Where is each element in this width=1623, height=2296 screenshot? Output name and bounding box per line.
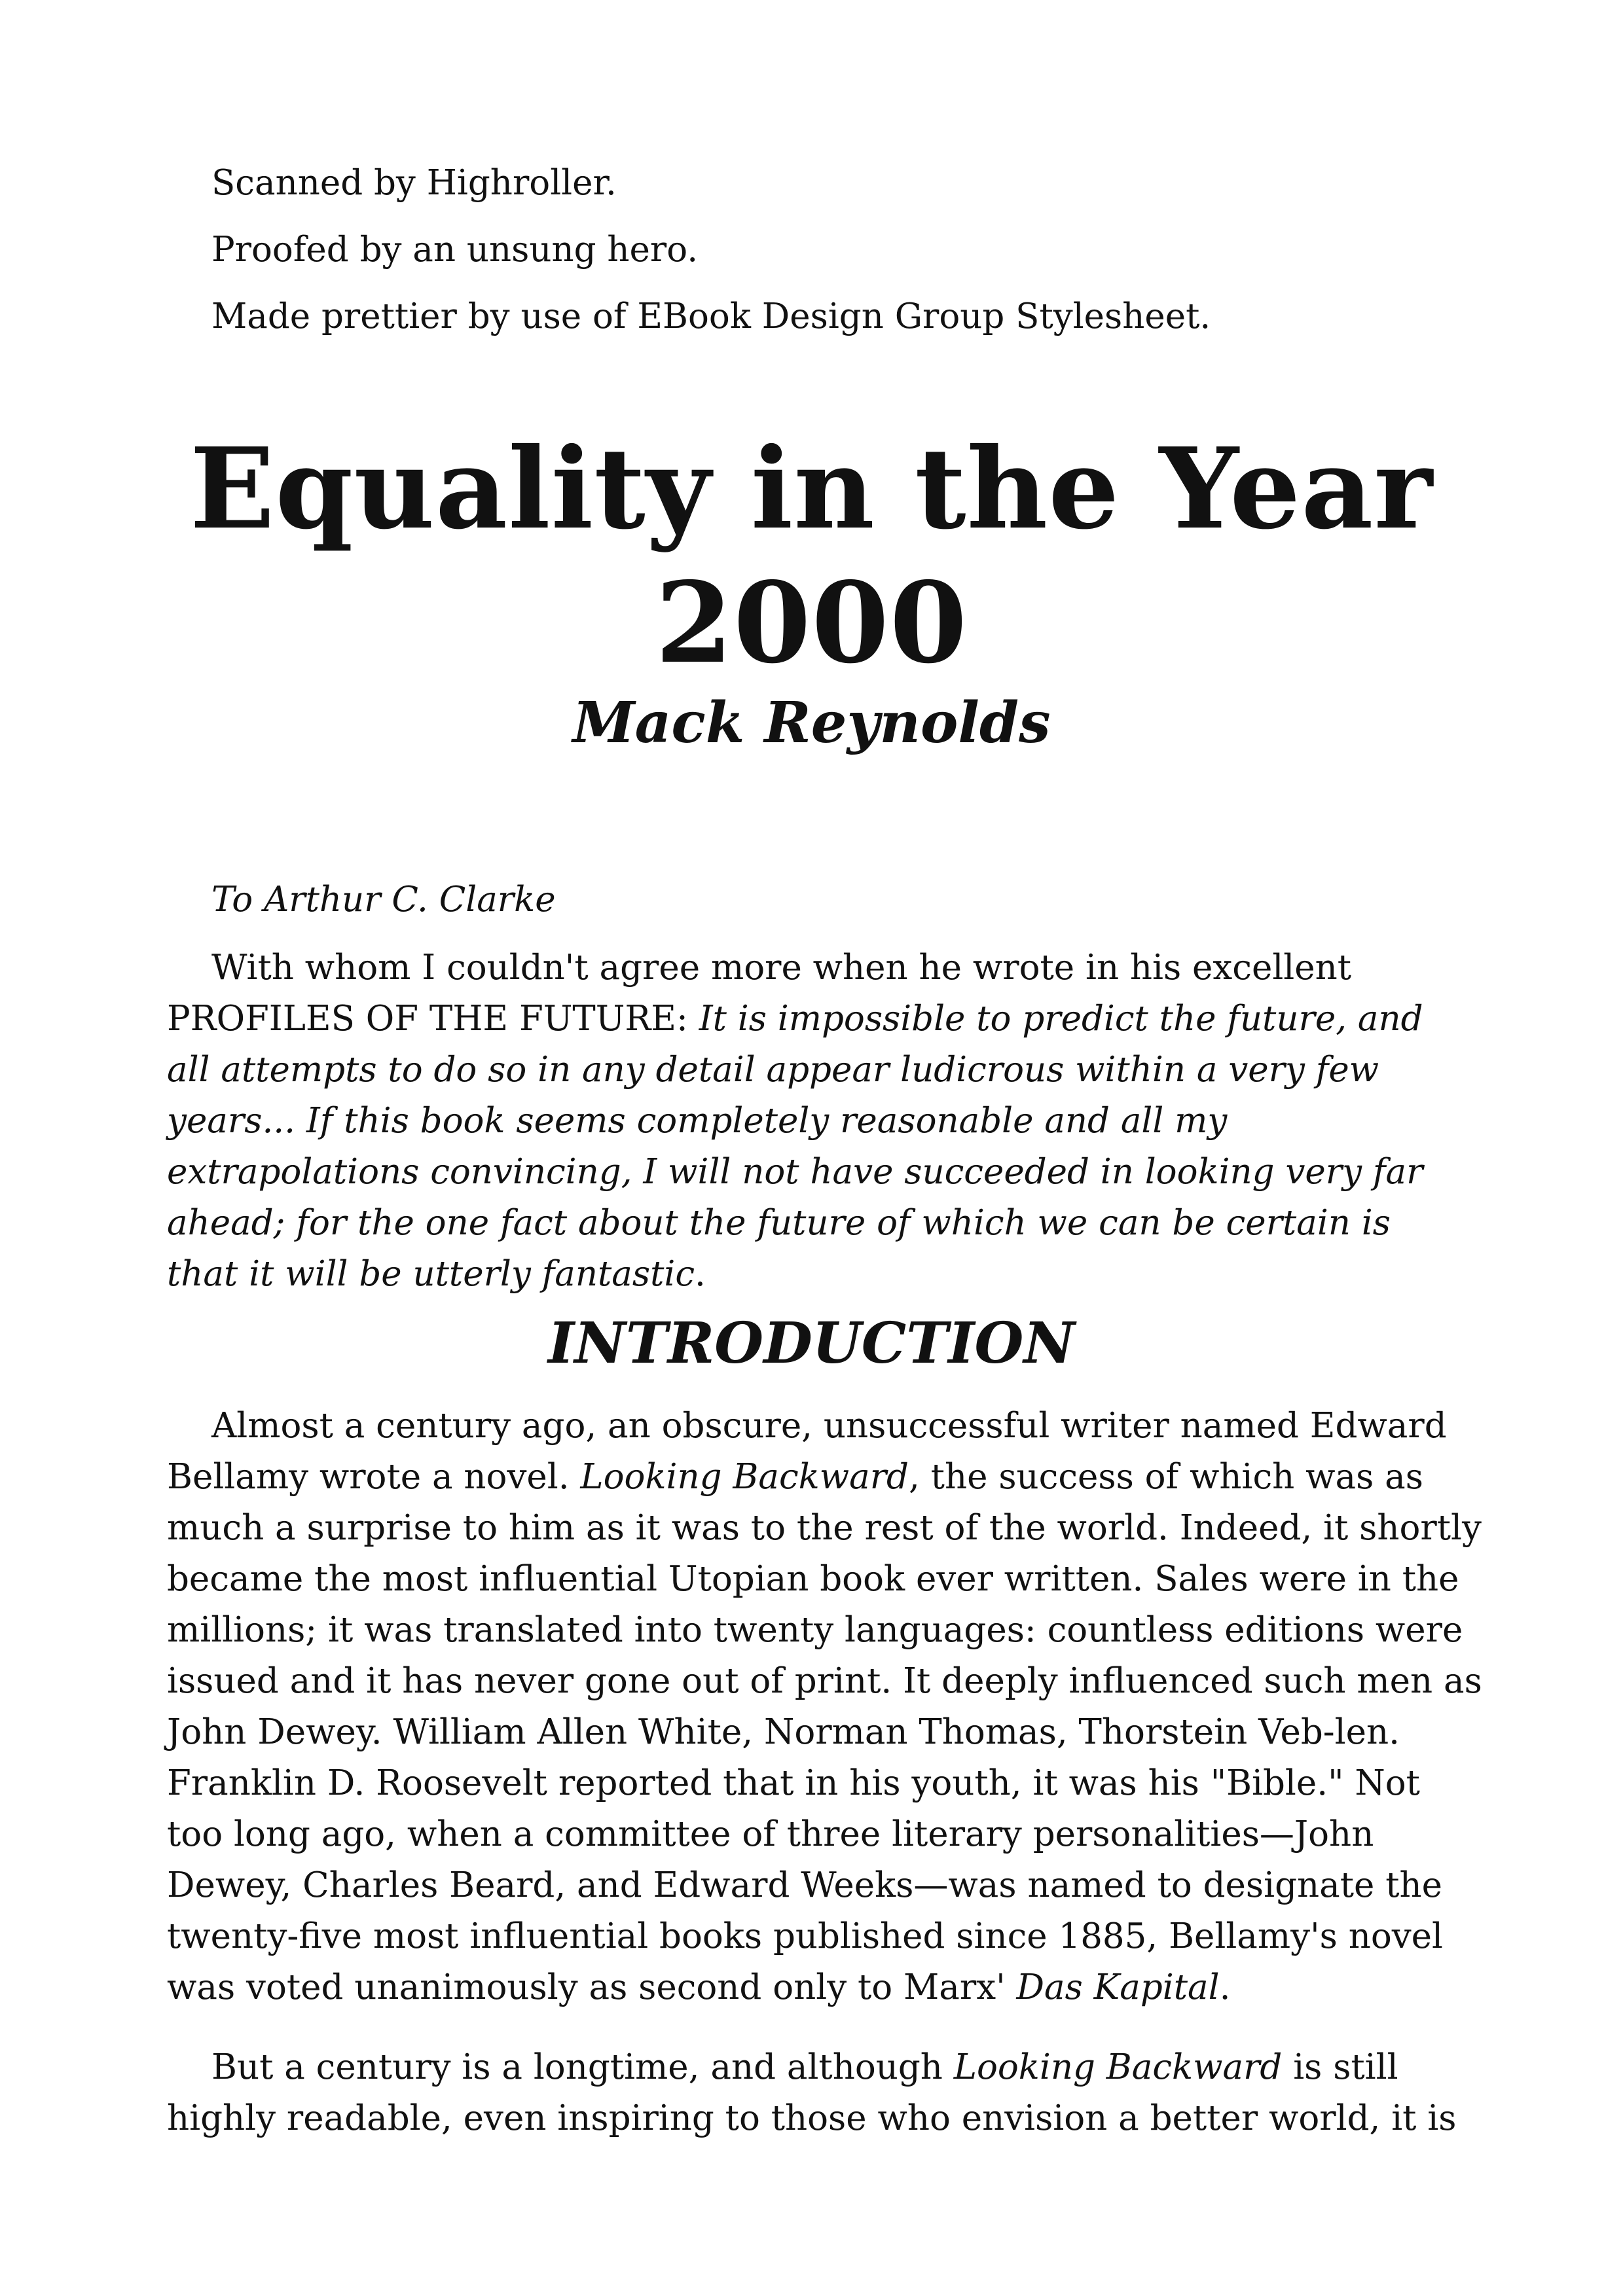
paragraph-text: John Dewey. William Allen White, Norman Thomas, Thorstein Veb-len. — [167, 1712, 1400, 1752]
introduction-heading: INTRODUCTION — [548, 1310, 1075, 1376]
paragraph-text: Almost a century ago, an obscure, unsuccessful writer named Edward — [211, 1406, 1447, 1446]
book-title-reference: Looking Backward — [953, 2047, 1283, 2087]
paragraph-text: . — [1219, 1967, 1231, 2007]
book-title-reference: Looking Backward — [580, 1457, 909, 1497]
paragraph-line — [167, 1962, 1476, 2013]
paragraph-text: highly readable, even inspiring to those who envision a better world, it is — [167, 2098, 1457, 2138]
author-name: Mack Reynolds — [572, 690, 1051, 756]
dedication-line — [167, 1045, 1476, 1096]
paragraph-text: much a surprise to him as it was to the rest of the world. Indeed, it shortly — [167, 1508, 1482, 1548]
introduction-paragraph-2 — [167, 2042, 1476, 2144]
dedication-quote-text: extrapolations convincing, I will not have succeeded in looking very far — [167, 1152, 1423, 1192]
paragraph-text: is still — [1282, 2047, 1398, 2087]
dedication-quote-text: that it will be utterly fantastic — [167, 1254, 695, 1294]
dedication-quote — [167, 942, 1476, 1300]
dedication-quote-text: It is impossible to predict the future, and — [699, 999, 1423, 1039]
credit-proofed: Proofed by an unsung hero. — [211, 230, 699, 270]
paragraph-line — [167, 2042, 1476, 2093]
paragraph-line — [167, 1707, 1476, 1758]
paragraph-text: Dewey, Charles Beard, and Edward Weeks—was named to designate the — [167, 1865, 1443, 1905]
credit-stylesheet: Made prettier by use of EBook Design Group Stylesheet. — [211, 296, 1211, 336]
paragraph-text: Bellamy wrote a novel. — [167, 1457, 581, 1497]
dedication-quote-text: years... If this book seems completely reasonable and all my — [167, 1101, 1228, 1141]
paragraph-line — [167, 1758, 1476, 1809]
paragraph-line — [167, 2093, 1476, 2144]
paragraph-line — [167, 1656, 1482, 1707]
paragraph-line — [167, 1401, 1476, 1452]
paragraph-line — [167, 1809, 1476, 1860]
book-title-line-2: 2000 — [655, 558, 968, 689]
dedication-text: PROFILES OF THE FUTURE: — [167, 999, 699, 1039]
paragraph-line — [167, 1554, 1476, 1605]
paragraph-text: became the most influential Utopian book ever written. Sales were in the — [167, 1559, 1459, 1599]
paragraph-text: too long ago, when a committee of three literary personalities—John — [167, 1814, 1374, 1854]
book-title-line-1: Equality in the Year — [189, 423, 1434, 554]
dedication-text: . — [695, 1254, 706, 1294]
dedication-quote-text: all attempts to do so in any detail appear ludicrous within a very few — [167, 1050, 1379, 1090]
paragraph-text: Franklin D. Roosevelt reported that in his youth, it was his "Bible." Not — [167, 1763, 1420, 1803]
paragraph-text: But a century is a longtime, and although — [211, 2047, 954, 2087]
credit-scanned: Scanned by Highroller. — [211, 163, 617, 203]
paragraph-text: twenty-five most influential books published since 1885, Bellamy's novel — [167, 1916, 1443, 1956]
dedication-line — [167, 942, 1476, 994]
paragraph-line — [167, 1911, 1476, 1962]
dedication-line — [167, 1147, 1476, 1198]
introduction-paragraph-1 — [167, 1401, 1482, 2013]
dedication-quote-text: ahead; for the one fact about the future of which we can be certain is — [167, 1203, 1391, 1243]
paragraph-text: issued and it has never gone out of print. It deeply influenced such men as — [167, 1661, 1482, 1701]
dedication-line — [167, 994, 1476, 1045]
paragraph-line — [167, 1452, 1476, 1503]
book-title-reference: Das Kapital — [1016, 1967, 1220, 2007]
dedication-line — [167, 1198, 1476, 1249]
paragraph-text: , the success of which was as — [908, 1457, 1423, 1497]
paragraph-line — [167, 1860, 1476, 1911]
paragraph-text: was voted unanimously as second only to Marx' — [167, 1967, 1017, 2007]
dedication-text: With whom I couldn't agree more when he wrote in his excellent — [211, 948, 1352, 988]
dedication-line — [167, 1096, 1476, 1147]
dedication-line — [167, 1249, 1476, 1300]
paragraph-text: millions; it was translated into twenty languages: countless editions were — [167, 1610, 1463, 1650]
paragraph-line — [167, 1605, 1476, 1656]
paragraph-line — [167, 1503, 1482, 1554]
dedication-to: To Arthur C. Clarke — [211, 880, 556, 920]
